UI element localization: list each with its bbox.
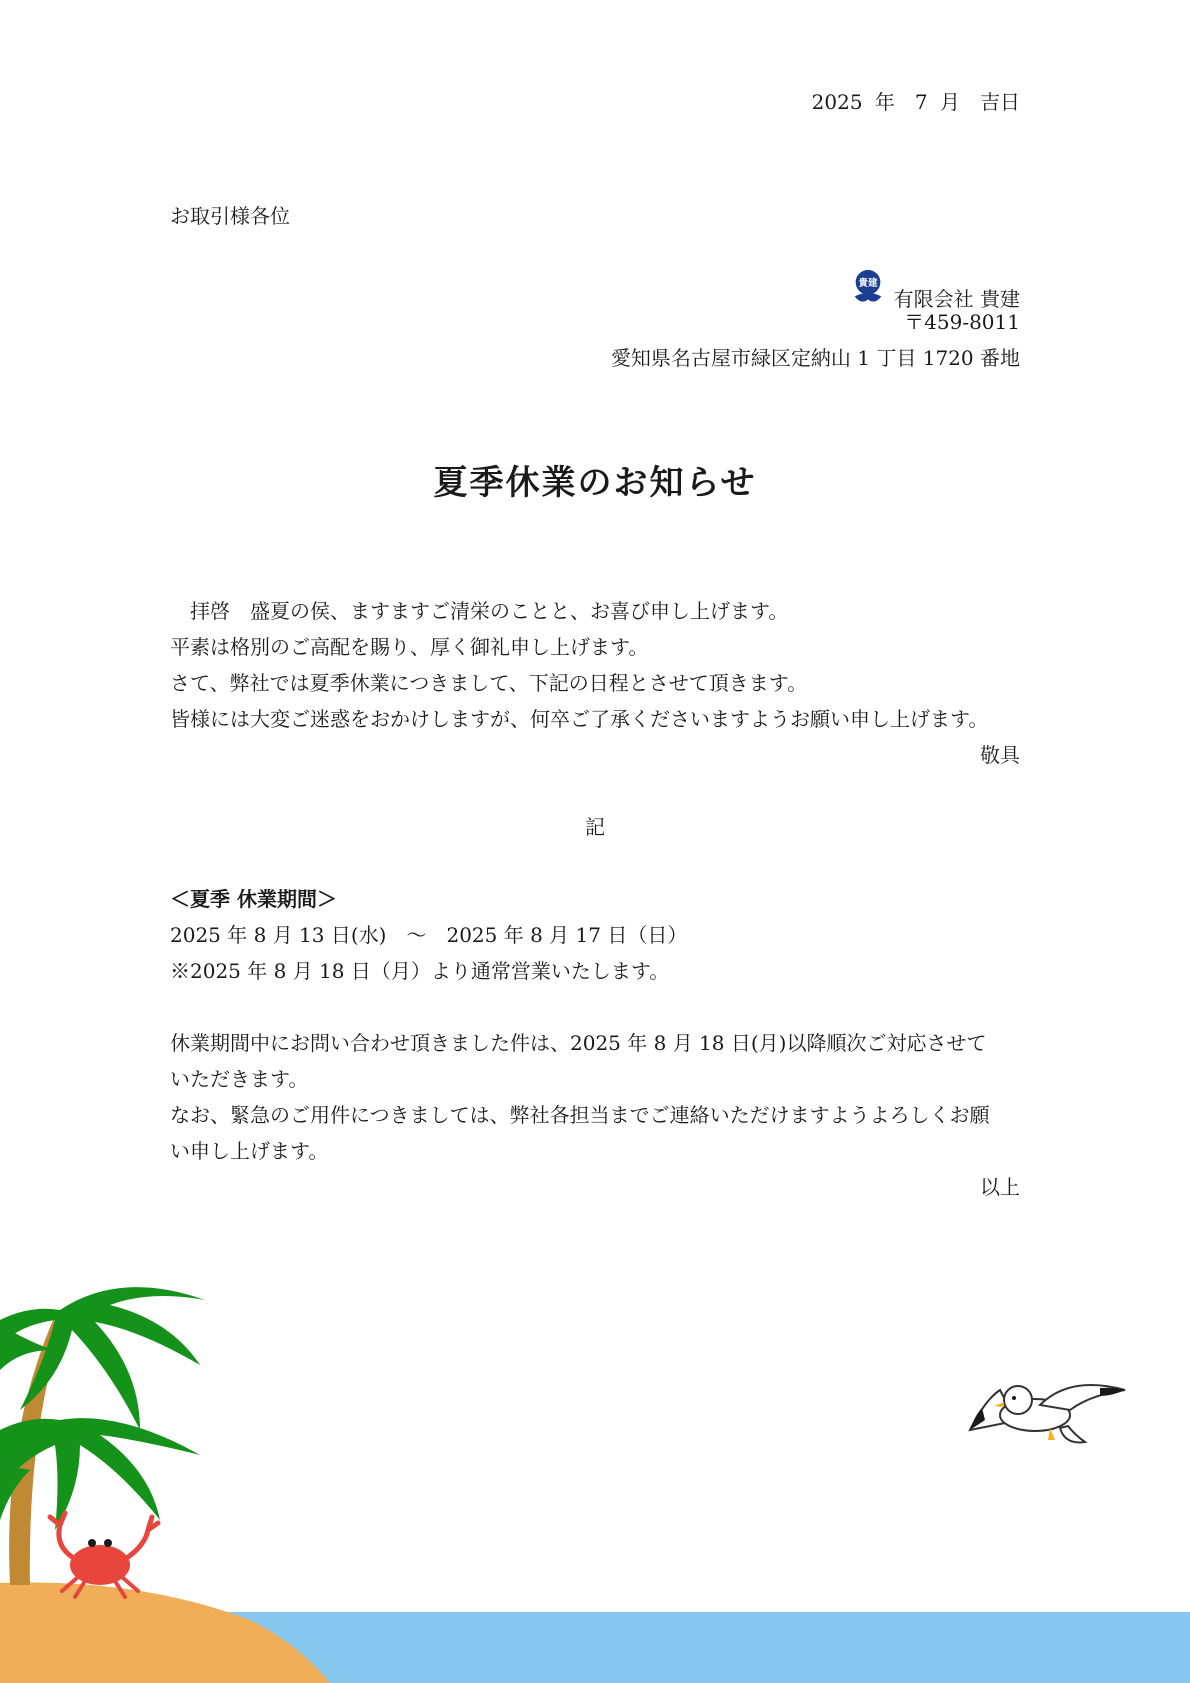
resume-notice: ※2025 年 8 月 18 日（月）より通常営業いたします。	[170, 959, 670, 983]
holiday-period: 2025 年 8 月 13 日(水) ～ 2025 年 8 月 17 日（日）	[170, 923, 688, 947]
closing-ijou: 以上	[980, 1175, 1020, 1199]
page-title: 夏季休業のお知らせ	[433, 463, 757, 503]
greeting-line: 拝啓 盛夏の侯、ますますご清栄のことと、お喜び申し上げます。	[190, 599, 789, 623]
letter-date: 2025 年 7 月 吉日	[811, 90, 1020, 114]
letter-body	[170, 593, 1020, 1205]
company-line	[611, 268, 1020, 311]
inquiry-note-line: いただきます。	[170, 1067, 309, 1091]
letter-line: さて、弊社では夏季休業につきまして、下記の日程とさせて頂きます。	[170, 671, 808, 695]
company-name: 有限会社 貴建	[893, 287, 1020, 311]
address: 愛知県名古屋市緑区定納山 1 丁目 1720 番地	[610, 346, 1020, 370]
letter-line: 平素は格別のご高配を賜り、厚く御礼申し上げます。	[170, 635, 649, 659]
palm-tree-icon	[0, 1287, 205, 1585]
letter-line: 皆様には大変ご迷惑をおかけしますが、何卒ご了承くださいますようお願い申し上げます。	[170, 707, 989, 731]
postal-code: 〒459-8011	[904, 310, 1020, 334]
sender-block	[611, 268, 1020, 376]
urgent-note-line: い申し上げます。	[170, 1139, 329, 1163]
summer-illustration	[0, 1260, 1190, 1683]
urgent-note-line: なお、緊急のご用件につきましては、弊社各担当までご連絡いただけますようよろしくお願	[170, 1103, 990, 1127]
seagull-icon	[970, 1385, 1125, 1442]
company-logo-text: 貴建	[858, 278, 878, 290]
closing-keigu: 敬具	[980, 743, 1020, 767]
inquiry-note-line: 休業期間中にお問い合わせ頂きました件は、2025 年 8 月 18 日(月)以降順次ご対応させて	[170, 1031, 987, 1055]
ki-heading: 記	[585, 815, 605, 839]
recipient: お取引様各位	[170, 204, 290, 228]
company-logo-icon	[849, 268, 887, 306]
period-heading: ＜夏季 休業期間＞	[170, 887, 337, 911]
